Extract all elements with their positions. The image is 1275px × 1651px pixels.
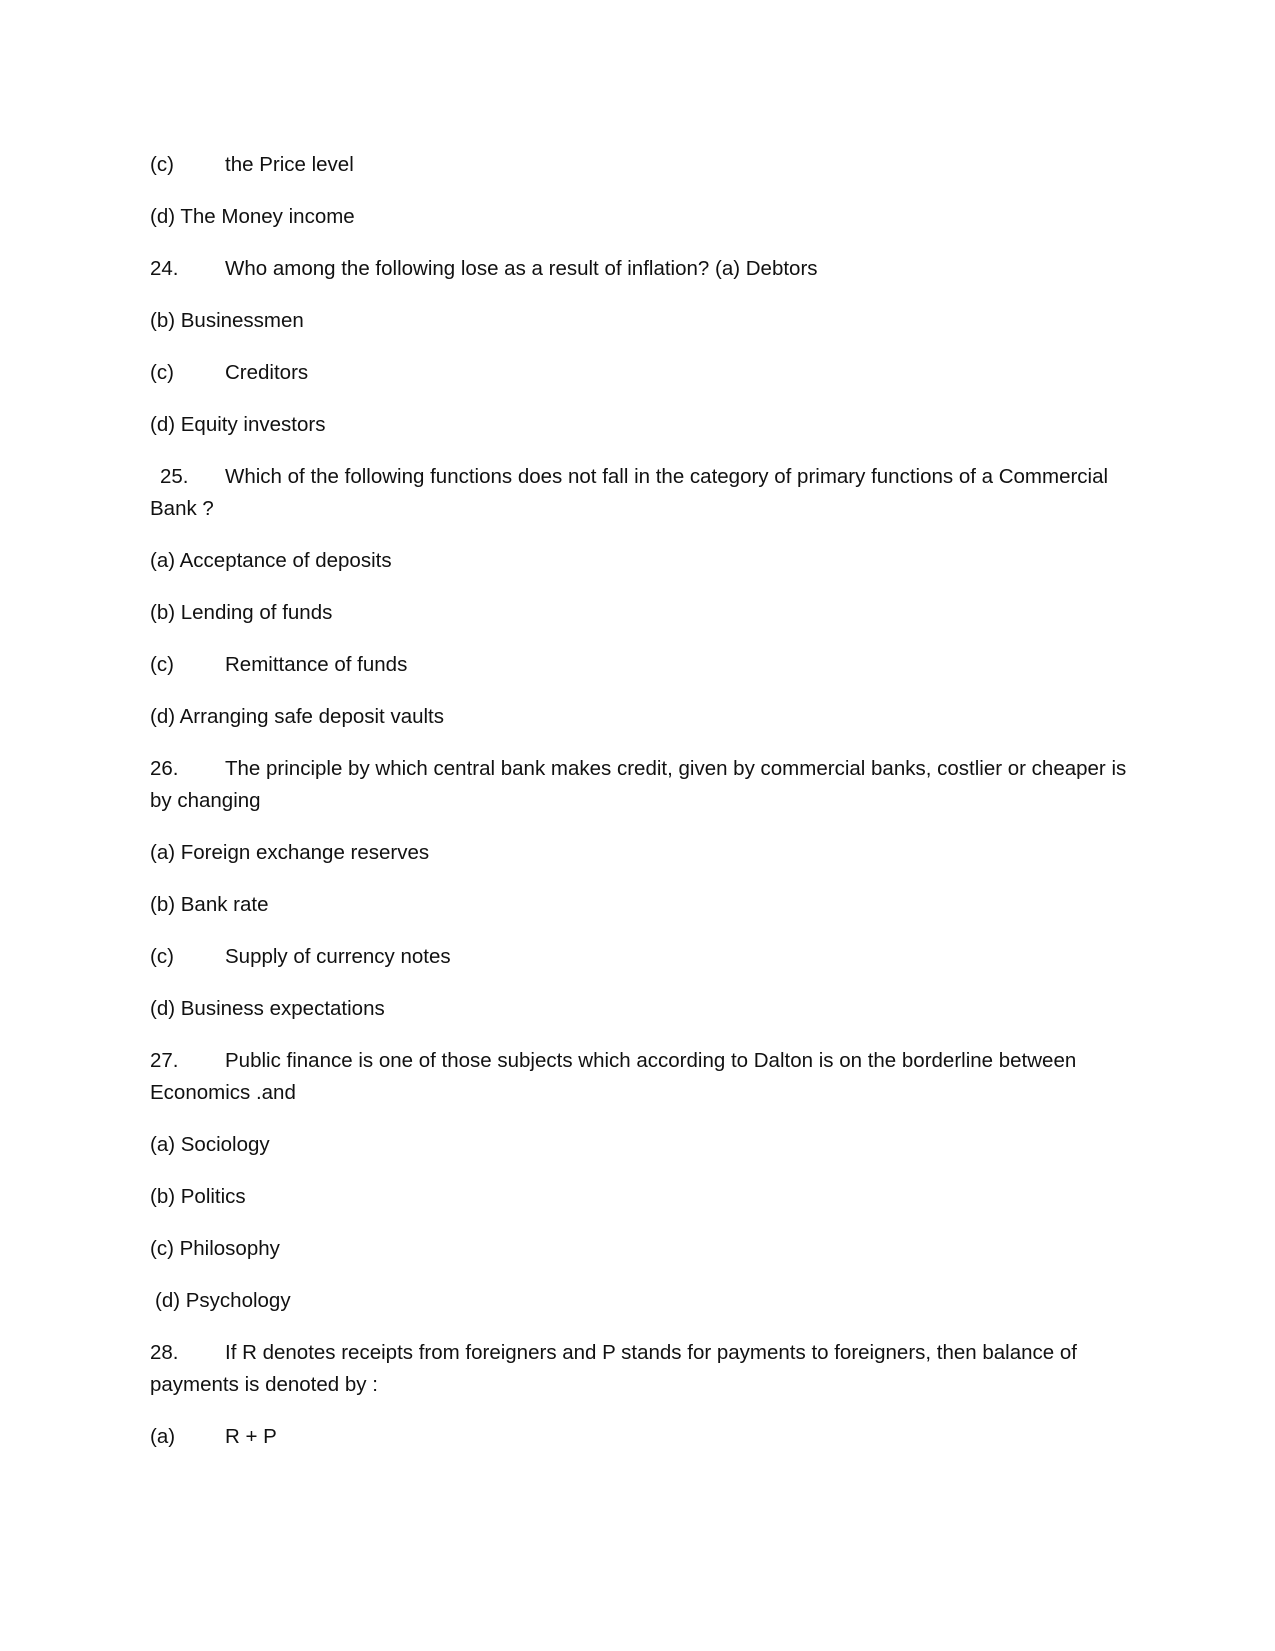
option-c-price-level	[150, 149, 1130, 181]
question-text: If R denotes receipts from foreigners and P stands for payments to foreigners, then balance of payments is denoted by :	[150, 1341, 1077, 1396]
option-d-money-income	[150, 201, 1130, 233]
option-text: (a) Sociology	[150, 1133, 270, 1156]
question-number: 28.	[150, 1341, 179, 1364]
option-d-psychology	[155, 1285, 1135, 1317]
question-26	[150, 753, 1130, 817]
option-text: the Price level	[225, 153, 354, 176]
option-d-safe-deposit-vaults	[150, 701, 1130, 733]
question-text: Public finance is one of those subjects which according to Dalton is on the borderline between Economics .and	[150, 1049, 1077, 1104]
option-text: Remittance of funds	[225, 653, 408, 676]
option-a-foreign-exchange-reserves	[150, 837, 1130, 869]
option-b-lending-of-funds	[150, 597, 1130, 629]
option-text: Supply of currency notes	[225, 945, 451, 968]
option-text: (d) Arranging safe deposit vaults	[150, 705, 444, 728]
option-text: (d) Psychology	[155, 1289, 291, 1312]
option-label: (c)	[150, 945, 174, 968]
option-label: (c)	[150, 153, 174, 176]
option-text: (a) Foreign exchange reserves	[150, 841, 430, 864]
option-label: (c)	[150, 653, 174, 676]
option-text: (b) Politics	[150, 1185, 246, 1208]
option-text: (d) The Money income	[150, 205, 355, 228]
option-label: (a)	[150, 1425, 176, 1448]
option-text: (d) Business expectations	[150, 997, 385, 1020]
option-d-business-expectations	[150, 993, 1130, 1025]
question-25	[150, 461, 1130, 525]
question-number: 25.	[160, 465, 189, 488]
option-b-bank-rate	[150, 889, 1130, 921]
question-27	[150, 1045, 1130, 1109]
option-text: R + P	[225, 1425, 277, 1448]
option-a-r-plus-p	[150, 1421, 1130, 1453]
question-text: Which of the following functions does not fall in the category of primary functions of a Commercial Bank ?	[150, 465, 1109, 520]
option-c-creditors	[150, 357, 1130, 389]
option-text: (b) Bank rate	[150, 893, 269, 916]
option-label: (c)	[150, 361, 174, 384]
option-text: (c) Philosophy	[150, 1237, 280, 1260]
option-text: (b) Lending of funds	[150, 601, 333, 624]
option-text: Creditors	[225, 361, 309, 384]
question-number: 27.	[150, 1049, 179, 1072]
option-text: (b) Businessmen	[150, 309, 304, 332]
question-number: 26.	[150, 757, 179, 780]
question-text: Who among the following lose as a result of inflation? (a) Debtors	[225, 257, 818, 280]
option-a-sociology	[150, 1129, 1130, 1161]
option-c-supply-of-currency-notes	[150, 941, 1130, 973]
option-c-philosophy	[150, 1233, 1130, 1265]
option-text: (a) Acceptance of deposits	[150, 549, 392, 572]
option-b-businessmen	[150, 305, 1130, 337]
question-text: The principle by which central bank makes credit, given by commercial banks, costlier or cheaper is by changing	[150, 757, 1127, 812]
question-28	[150, 1337, 1130, 1401]
question-number: 24.	[150, 257, 179, 280]
option-c-remittance-of-funds	[150, 649, 1130, 681]
option-b-politics	[150, 1181, 1130, 1213]
option-a-acceptance-of-deposits	[150, 545, 1130, 577]
option-text: (d) Equity investors	[150, 413, 326, 436]
option-d-equity-investors	[150, 409, 1130, 441]
question-24	[150, 253, 1130, 285]
